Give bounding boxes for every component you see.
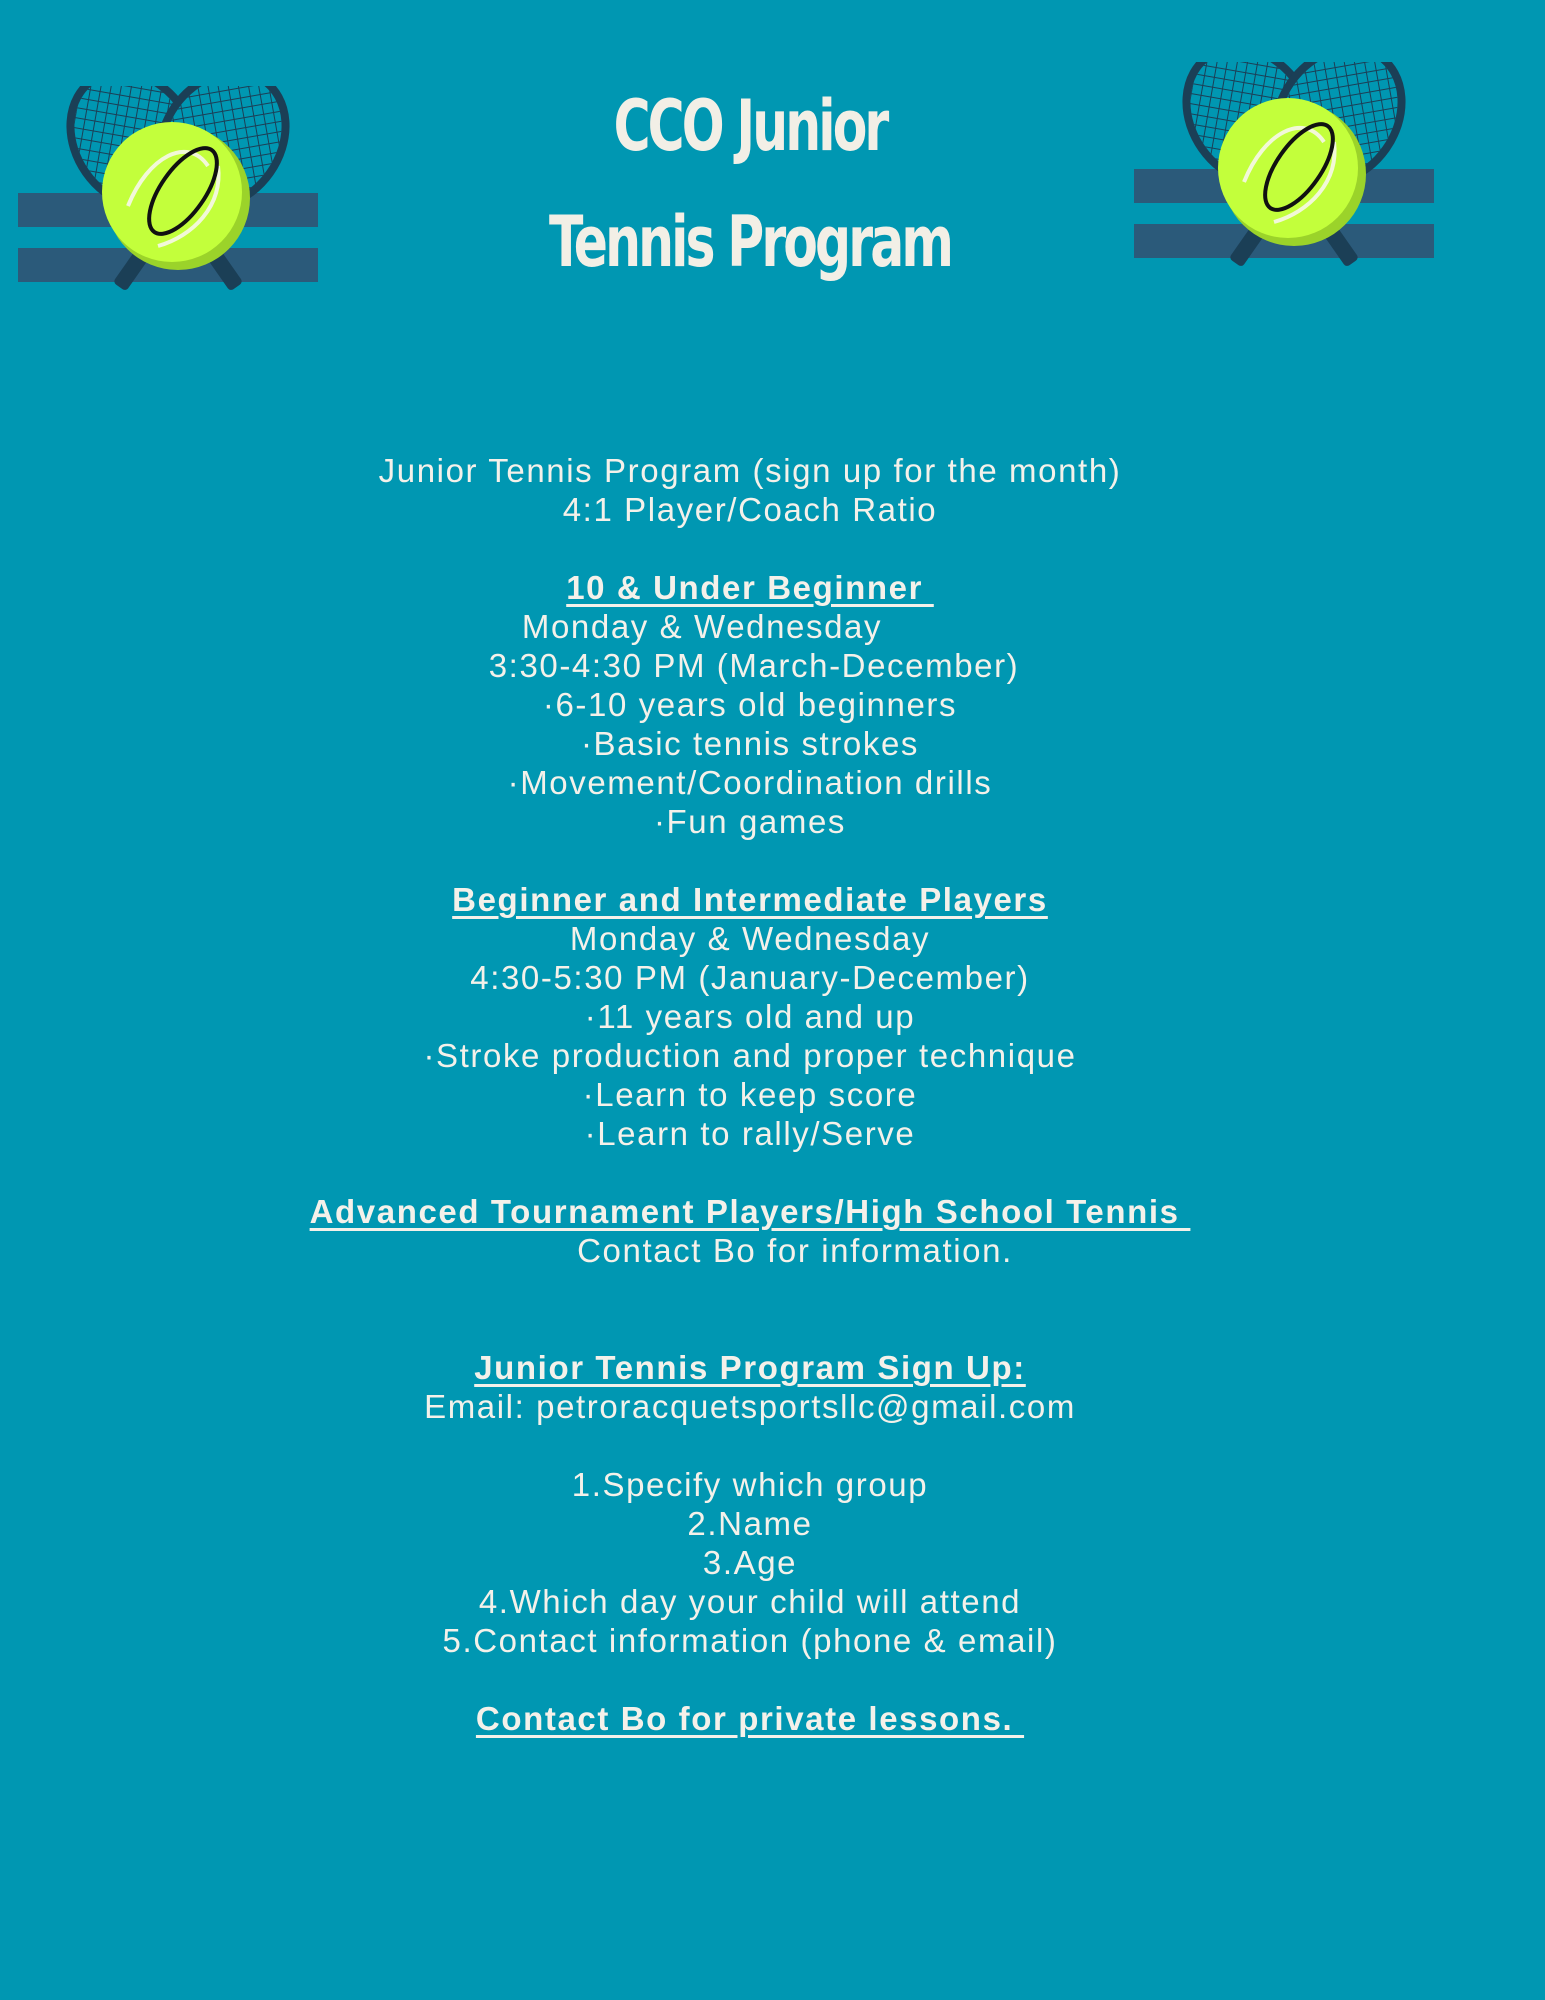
signup-step: 2.Name: [687, 1505, 813, 1542]
under10-bullet: ·Fun games: [653, 803, 847, 840]
private-lessons-heading: Contact Bo for private lessons.: [475, 1700, 1025, 1737]
intermediate-time: 4:30-5:30 PM (January-December): [470, 959, 1030, 996]
signup-step: 5.Contact information (phone & email): [442, 1622, 1058, 1659]
intro-line-1: Junior Tennis Program (sign up for the month): [378, 452, 1122, 489]
under10-days: Monday & Wednesday: [521, 608, 883, 645]
intermediate-bullet: ·Stroke production and proper technique: [423, 1037, 1077, 1074]
advanced-note: Contact Bo for information.: [577, 1232, 1013, 1269]
intro-line-2: 4:1 Player/Coach Ratio: [562, 491, 938, 528]
signup-heading: Junior Tennis Program Sign Up:: [474, 1349, 1026, 1386]
title-line-2: Tennis Program: [548, 201, 952, 283]
program-details: [0, 451, 1500, 1738]
signup-step: 4.Which day your child will attend: [478, 1583, 1022, 1620]
under10-heading: 10 & Under Beginner: [566, 569, 934, 606]
page-title: [210, 68, 1290, 300]
intermediate-bullet: ·Learn to rally/Serve: [584, 1115, 916, 1152]
title-line-1: CCO Junior: [613, 85, 887, 167]
intermediate-bullet: ·11 years old and up: [584, 998, 916, 1035]
under10-bullet: ·Movement/Coordination drills: [507, 764, 993, 801]
under10-bullet: ·Basic tennis strokes: [580, 725, 920, 762]
signup-email: Email: petroracquetsportsllc@gmail.com: [424, 1388, 1076, 1425]
advanced-heading: Advanced Tournament Players/High School Tennis: [309, 1193, 1191, 1230]
under10-bullet: ·6-10 years old beginners: [542, 686, 958, 723]
intermediate-bullet: ·Learn to keep score: [582, 1076, 918, 1113]
intermediate-heading: Beginner and Intermediate Players: [452, 881, 1048, 918]
intermediate-days: Monday & Wednesday: [569, 920, 931, 957]
signup-step: 3.Age: [702, 1544, 798, 1581]
under10-time: 3:30-4:30 PM (March-December): [488, 647, 1020, 684]
signup-step: 1.Specify which group: [571, 1466, 929, 1503]
